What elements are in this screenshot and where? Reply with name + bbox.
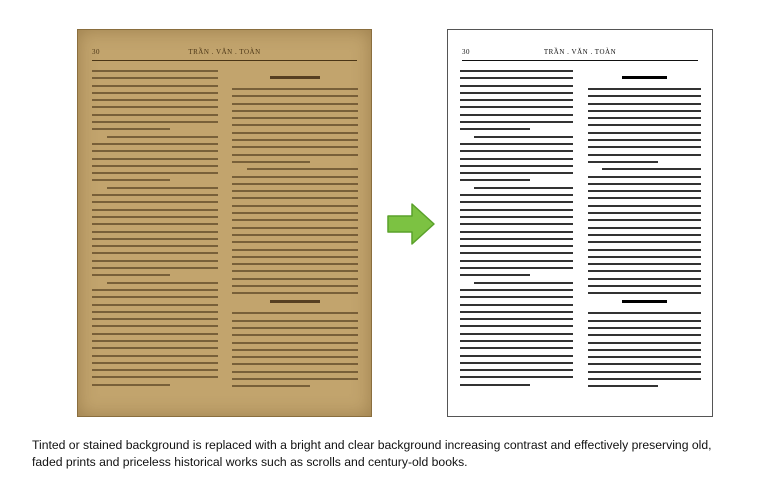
text-line (588, 263, 701, 265)
text-line (92, 362, 218, 364)
text-line (588, 205, 701, 207)
text-line (232, 234, 358, 236)
text-line (232, 205, 358, 207)
original-page-image (77, 29, 372, 417)
text-line (232, 356, 358, 358)
text-line (107, 282, 218, 284)
text-line (92, 289, 218, 291)
text-line (588, 219, 701, 221)
text-line (460, 325, 573, 327)
text-line (232, 110, 358, 112)
restored-page-image (447, 29, 713, 417)
text-line (588, 356, 701, 358)
text-line (460, 376, 573, 378)
text-line (232, 270, 358, 272)
text-line (232, 212, 358, 214)
text-line (92, 318, 218, 320)
text-line (92, 274, 170, 276)
text-line (588, 278, 701, 280)
text-line (232, 241, 358, 243)
text-line (232, 183, 358, 185)
page-number: 30 (92, 48, 100, 56)
text-line (460, 311, 573, 313)
text-line (588, 110, 701, 112)
text-line (107, 187, 218, 189)
text-line (460, 274, 530, 276)
text-line (92, 172, 218, 174)
text-line (232, 312, 358, 314)
text-line (232, 154, 358, 156)
text-line (460, 289, 573, 291)
text-line (460, 77, 573, 79)
text-line (602, 168, 701, 170)
text-line (232, 227, 358, 229)
text-line (588, 342, 701, 344)
text-line (588, 312, 701, 314)
text-column-right (232, 70, 358, 402)
text-line (232, 219, 358, 221)
text-line (232, 342, 358, 344)
text-line (247, 168, 358, 170)
text-line (588, 117, 701, 119)
text-line (588, 103, 701, 105)
section-heading-mark (622, 76, 667, 79)
text-line (460, 340, 573, 342)
text-line (588, 161, 658, 163)
text-line (460, 158, 573, 160)
text-line (92, 333, 218, 335)
text-line (460, 296, 573, 298)
text-line (588, 327, 701, 329)
text-line (92, 150, 218, 152)
text-line (588, 95, 701, 97)
running-title: TRẦN . VĂN . TOÀN (543, 48, 617, 56)
text-line (588, 146, 701, 148)
text-line (460, 223, 573, 225)
text-line (588, 270, 701, 272)
text-line (232, 256, 358, 258)
text-line (460, 304, 573, 306)
text-line (460, 150, 573, 152)
text-line (588, 371, 701, 373)
section-heading-mark (270, 76, 320, 79)
text-line (460, 201, 573, 203)
text-line (232, 363, 358, 365)
text-line (460, 179, 530, 181)
text-line (92, 70, 218, 72)
text-line (588, 190, 701, 192)
text-line (460, 216, 573, 218)
text-line (232, 95, 358, 97)
text-line (460, 362, 573, 364)
text-line (588, 241, 701, 243)
text-line (232, 292, 358, 294)
text-line (460, 121, 573, 123)
text-line (92, 179, 170, 181)
text-line (474, 136, 573, 138)
text-line (107, 136, 218, 138)
text-line (232, 132, 358, 134)
text-line (92, 369, 218, 371)
text-line (460, 92, 573, 94)
text-line (92, 231, 218, 233)
text-line (588, 363, 701, 365)
text-line (232, 103, 358, 105)
text-line (460, 99, 573, 101)
text-line (232, 327, 358, 329)
text-line (232, 385, 310, 387)
text-line (92, 238, 218, 240)
text-line (92, 201, 218, 203)
text-line (460, 238, 573, 240)
text-line (588, 176, 701, 178)
text-line (92, 384, 170, 386)
text-line (588, 256, 701, 258)
text-line (588, 249, 701, 251)
text-line (460, 114, 573, 116)
text-line (460, 70, 573, 72)
text-line (92, 92, 218, 94)
text-line (588, 334, 701, 336)
text-line (588, 132, 701, 134)
text-line (92, 340, 218, 342)
text-line (232, 190, 358, 192)
text-line (92, 106, 218, 108)
text-line (92, 128, 170, 130)
text-line (588, 292, 701, 294)
text-line (92, 245, 218, 247)
text-line (232, 263, 358, 265)
section-heading-mark (622, 300, 667, 303)
text-line (232, 88, 358, 90)
text-line (92, 165, 218, 167)
text-line (460, 209, 573, 211)
text-line (92, 209, 218, 211)
text-line (588, 88, 701, 90)
header-rule (462, 60, 698, 61)
running-title: TRẦN . VĂN . TOÀN (188, 48, 261, 56)
text-line (460, 267, 573, 269)
text-line (92, 376, 218, 378)
text-line (92, 296, 218, 298)
text-line (460, 143, 573, 145)
text-line (232, 124, 358, 126)
text-line (232, 176, 358, 178)
text-column-left (92, 70, 218, 402)
text-line (92, 216, 218, 218)
text-line (460, 347, 573, 349)
text-line (588, 385, 658, 387)
text-line (232, 278, 358, 280)
text-line (232, 117, 358, 119)
text-line (92, 114, 218, 116)
section-heading-mark (270, 300, 320, 303)
text-line (92, 325, 218, 327)
text-line (460, 194, 573, 196)
caption-text: Tinted or stained background is replaced with a bright and clear background increasing contrast and effectively preserving old, faded prints and priceless historical works such as scrolls and century-old books. (32, 438, 712, 469)
text-line (460, 384, 530, 386)
text-line (460, 165, 573, 167)
text-line (588, 183, 701, 185)
text-line (92, 121, 218, 123)
text-line (460, 231, 573, 233)
text-line (460, 318, 573, 320)
right-arrow-icon (382, 196, 438, 252)
text-line (232, 349, 358, 351)
text-line (588, 212, 701, 214)
text-line (460, 252, 573, 254)
text-line (588, 349, 701, 351)
text-line (92, 260, 218, 262)
text-line (92, 77, 218, 79)
page-number: 30 (462, 48, 470, 56)
text-line (588, 234, 701, 236)
text-line (588, 154, 701, 156)
text-line (460, 128, 530, 130)
text-column-left (460, 70, 573, 402)
text-line (588, 227, 701, 229)
text-line (232, 285, 358, 287)
text-line (92, 99, 218, 101)
text-line (92, 85, 218, 87)
text-line (460, 355, 573, 357)
text-line (588, 139, 701, 141)
text-line (92, 223, 218, 225)
text-line (232, 249, 358, 251)
text-line (92, 355, 218, 357)
text-line (232, 139, 358, 141)
text-line (588, 378, 701, 380)
text-line (588, 285, 701, 287)
text-line (232, 378, 358, 380)
text-line (92, 194, 218, 196)
text-line (232, 320, 358, 322)
text-line (232, 334, 358, 336)
text-line (92, 267, 218, 269)
text-line (232, 146, 358, 148)
text-line (92, 304, 218, 306)
text-line (460, 245, 573, 247)
text-line (460, 369, 573, 371)
header-rule (92, 60, 357, 61)
text-line (588, 197, 701, 199)
text-line (588, 124, 701, 126)
text-line (460, 106, 573, 108)
text-column-right (588, 70, 701, 402)
text-line (92, 252, 218, 254)
text-line (92, 347, 218, 349)
text-line (588, 320, 701, 322)
text-line (460, 85, 573, 87)
text-line (460, 260, 573, 262)
text-line (474, 282, 573, 284)
text-line (92, 158, 218, 160)
text-line (232, 197, 358, 199)
text-line (460, 172, 573, 174)
text-line (460, 333, 573, 335)
text-line (92, 311, 218, 313)
text-line (474, 187, 573, 189)
text-line (92, 143, 218, 145)
text-line (232, 371, 358, 373)
text-line (232, 161, 310, 163)
